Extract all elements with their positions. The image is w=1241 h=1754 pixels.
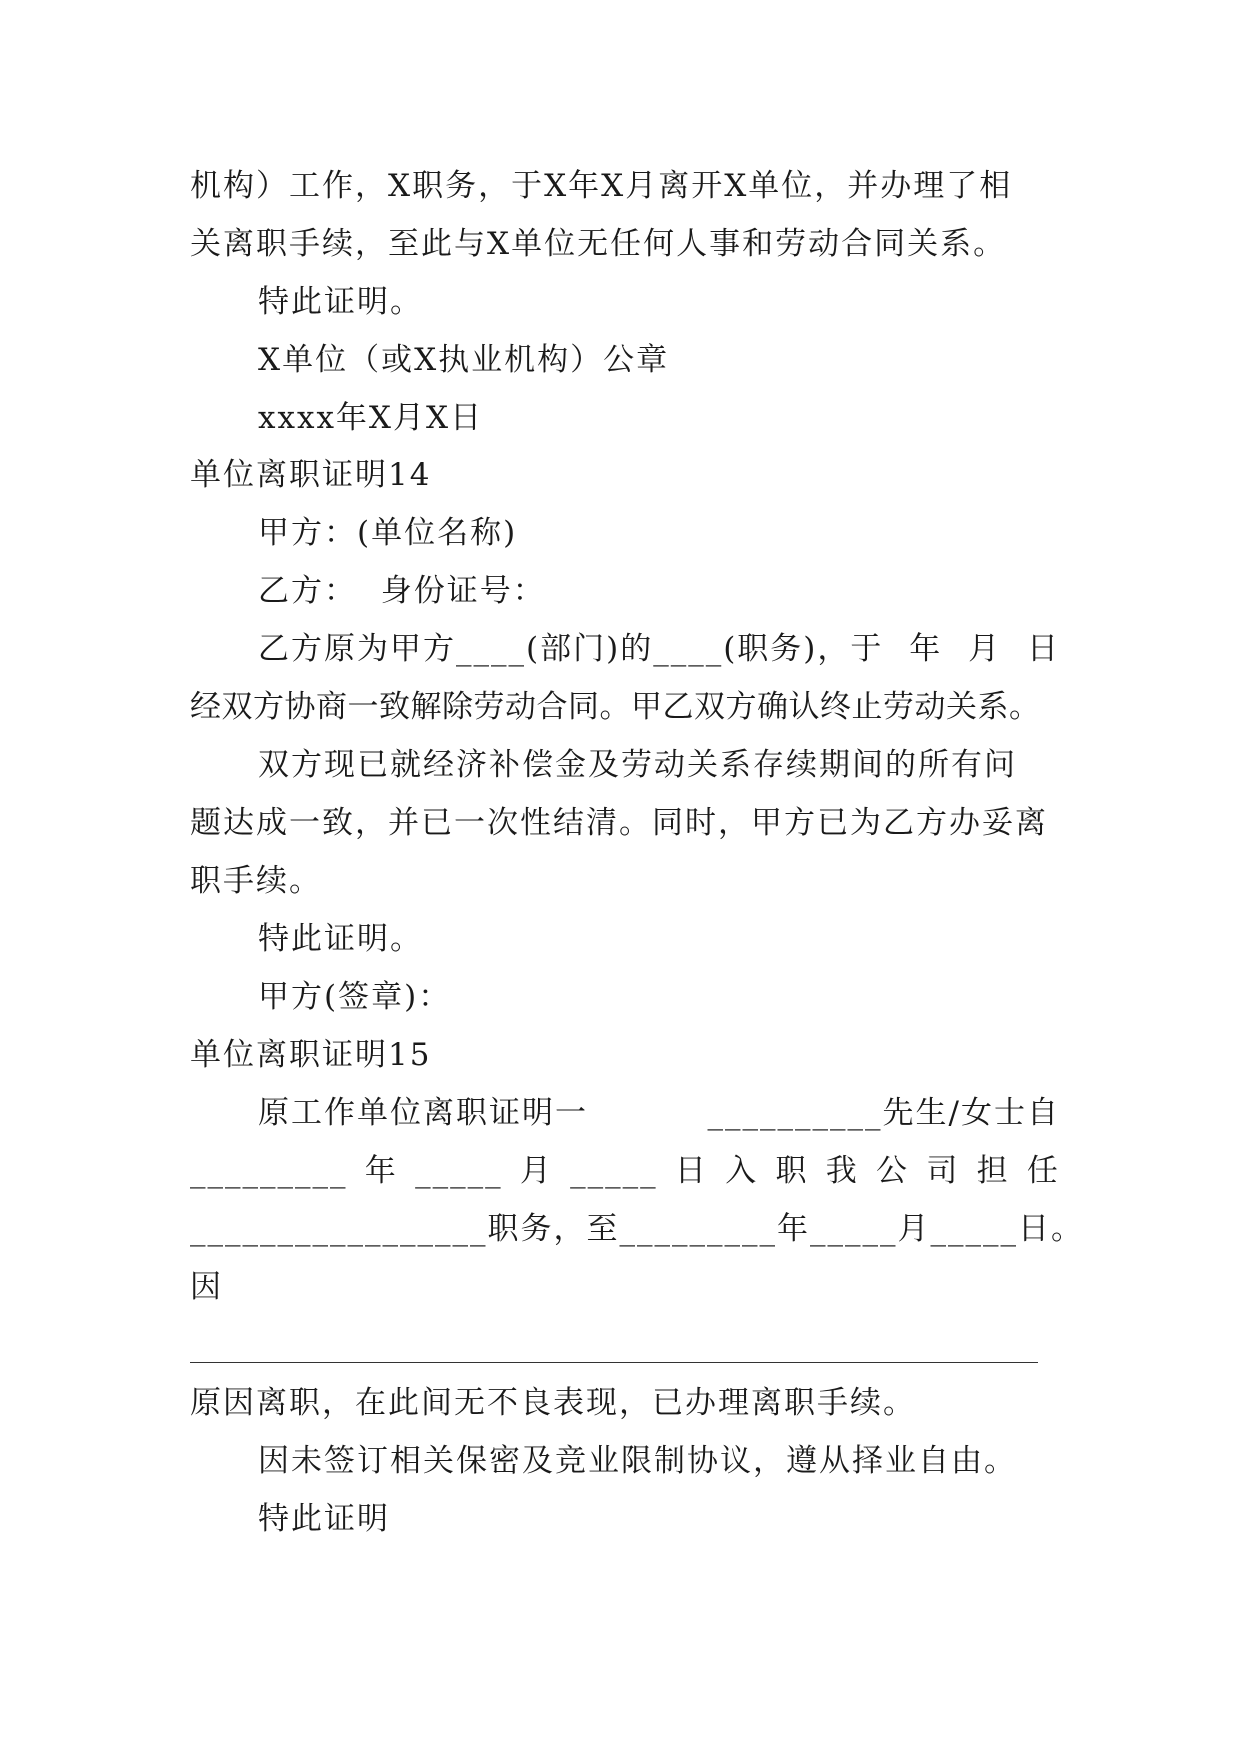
p15-line-6: 因未签订相关保密及竞业限制协议，遵从择业自由。 (258, 1443, 1017, 1479)
text-line-2: 关离职手续，至此与X单位无任何人事和劳动合同关系。 (190, 226, 1007, 262)
word: 年 (364, 1153, 398, 1189)
paragraph-2-line-2: 题达成一致，并已一次性结清。同时，甲方已为乙方办妥离 (190, 805, 1048, 841)
p15-title-text: 原工作单位离职证明一 (258, 1095, 588, 1131)
p15-line-7: 特此证明 (258, 1501, 390, 1537)
party-a-signature: 甲方(签章)： (258, 979, 452, 1015)
word: 担 (976, 1153, 1010, 1189)
paragraph-2-line-3: 职手续。 (190, 863, 322, 899)
word: 司 (926, 1153, 960, 1189)
section-heading-15: 单位离职证明15 (190, 1037, 432, 1073)
paragraph-1-line-2: 经双方协商一致解除劳动合同。甲乙双方确认终止劳动关系。 (190, 689, 1041, 725)
word: 公 (876, 1153, 910, 1189)
certify-text: 特此证明。 (258, 284, 423, 320)
paragraph-1-line-1 (258, 631, 1060, 667)
blank: _____ (570, 1153, 658, 1189)
p15-duty-dates: _________________职务，至_________年_____月_____日。 (190, 1211, 1084, 1247)
para1-day: 日 (1026, 631, 1060, 667)
paragraph-line (190, 168, 1060, 204)
word: 日 (674, 1153, 708, 1189)
text-line-1: 机构）工作，X职务，于X年X月离开X单位，并办理了相 (190, 168, 1013, 204)
paragraph-2-line-1: 双方现已就经济补偿金及劳动关系存续期间的所有问 (258, 747, 1017, 783)
p15-line-3 (190, 1211, 1084, 1247)
para1-year: 年 (909, 631, 943, 667)
p15-name-blank: __________先生/女士自 (707, 1095, 1060, 1131)
p15-line-2 (190, 1153, 1060, 1189)
word: 我 (825, 1153, 859, 1189)
word: 职 (775, 1153, 809, 1189)
certify-text-2: 特此证明。 (258, 921, 423, 957)
p15-line-5: 原因离职，在此间无不良表现，已办理离职手续。 (190, 1385, 916, 1421)
blank: _____ (415, 1153, 503, 1189)
word: 入 (725, 1153, 759, 1189)
party-a-line: 甲方：(单位名称) (258, 515, 518, 551)
party-b-line: 乙方： 身份证号： (258, 573, 546, 609)
p15-line-4: 因 (190, 1269, 223, 1305)
para1-text: 乙方原为甲方____(部门)的____(职务)，于 (258, 631, 884, 667)
seal-label: X单位（或X执业机构）公章 (258, 342, 670, 378)
date-line: xxxx年X月X日 (258, 400, 484, 436)
p15-line-1 (258, 1095, 1060, 1131)
word: 任 (1026, 1153, 1060, 1189)
blank: _________ (190, 1153, 348, 1189)
word: 月 (519, 1153, 553, 1189)
section-heading-14: 单位离职证明14 (190, 457, 432, 493)
para1-month: 月 (968, 631, 1002, 667)
reason-blank-line (190, 1362, 1038, 1363)
